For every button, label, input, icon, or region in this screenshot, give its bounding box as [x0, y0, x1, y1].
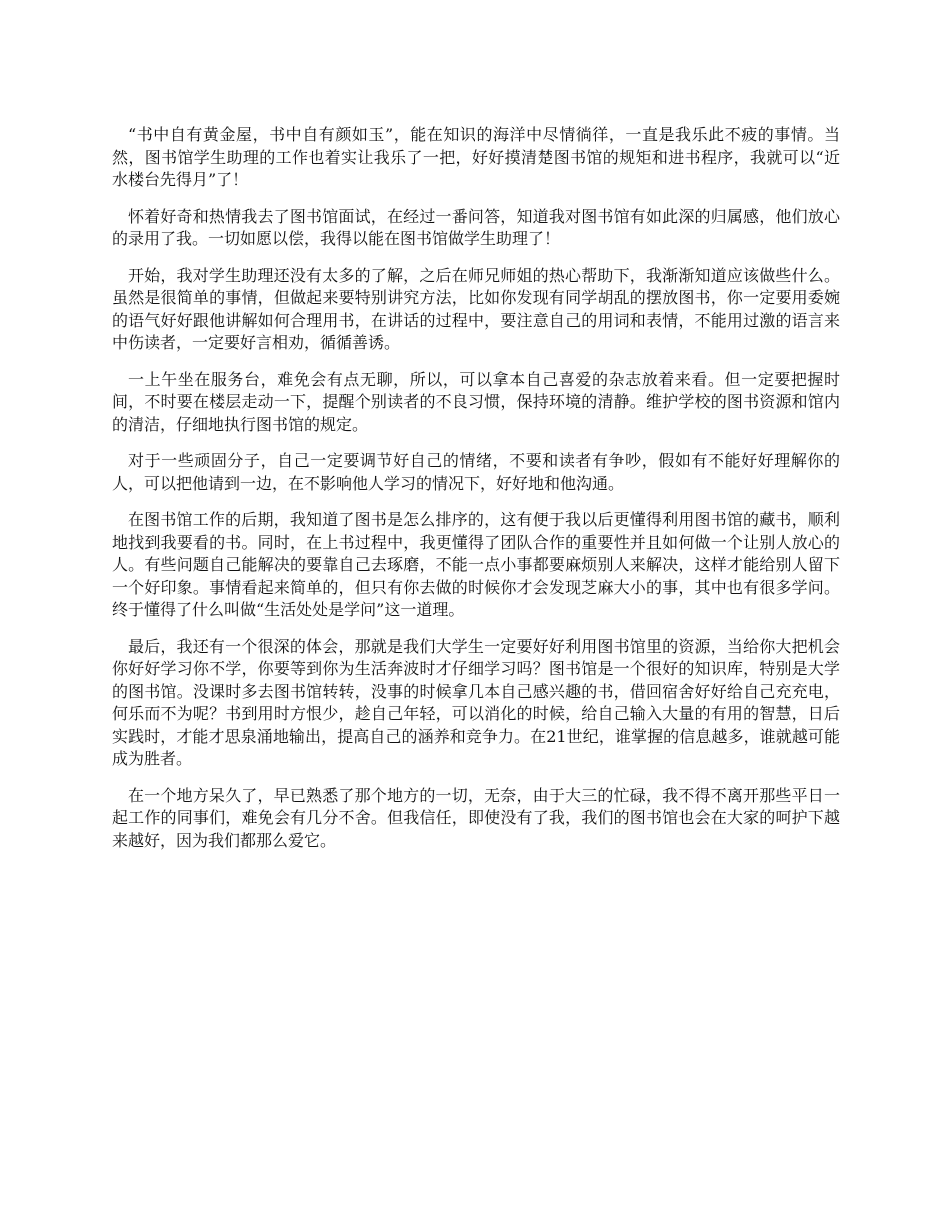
paragraph-8: 在一个地方呆久了，早已熟悉了那个地方的一切，无奈，由于大三的忙碌，我不得不离开那些平日一起工作的同事们，难免会有几分不舍。但我信任，即使没有了我，我们的图书馆也会在大家的呵护下越来越好，因为我们都那么爱它。 [112, 785, 840, 850]
paragraph-2: 怀着好奇和热情我去了图书馆面试，在经过一番问答，知道我对图书馆有如此深的归属感，他们放心的录用了我。一切如愿以偿，我得以能在图书馆做学生助理了！ [112, 206, 840, 248]
paragraph-3: 开始，我对学生助理还没有太多的了解，之后在师兄师姐的热心帮助下，我渐渐知道应该做些什么。虽然是很简单的事情，但做起来要特别讲究方法，比如你发现有同学胡乱的摆放图书，你一定要用委婉的语气好好跟他讲解如何合理用书，在讲话的过程中，要注意自己的用词和表情，不能用过激的语言来中伤读者，一定要好言相劝，循循善诱。 [112, 265, 840, 352]
document-page [112, 124, 840, 866]
paragraph-6: 在图书馆工作的后期，我知道了图书是怎么排序的，这有便于我以后更懂得利用图书馆的藏书，顺利地找到我要看的书。同时，在上书过程中，我更懂得了团队合作的重要性并且如何做一个让别人放心的人。有些问题自己能解决的要靠自己去琢磨，不能一点小事都要麻烦别人来解决，这样才能给别人留下一个好印象。事情看起来简单的，但只有你去做的时候你才会发现芝麻大小的事，其中也有很多学问。终于懂得了什么叫做“生活处处是学问”这一道理。 [112, 510, 840, 619]
paragraph-4: 一上午坐在服务台，难免会有点无聊，所以，可以拿本自己喜爱的杂志放着来看。但一定要把握时间，不时要在楼层走动一下，提醒个别读者的不良习惯，保持环境的清静。维护学校的图书资源和馆内的清洁，仔细地执行图书馆的规定。 [112, 369, 840, 434]
paragraph-5: 对于一些顽固分子，自己一定要调节好自己的情绪，不要和读者有争吵，假如有不能好好理解你的人，可以把他请到一边，在不影响他人学习的情况下，好好地和他沟通。 [112, 451, 840, 493]
paragraph-1: “书中自有黄金屋，书中自有颜如玉”，能在知识的海洋中尽情徜徉，一直是我乐此不疲的事情。当然，图书馆学生助理的工作也着实让我乐了一把，好好摸清楚图书馆的规矩和进书程序，我就可以“近水楼台先得月”了！ [112, 125, 840, 189]
paragraph-7: 最后，我还有一个很深的体会，那就是我们大学生一定要好好利用图书馆里的资源，当给你大把机会你好好学习你不学，你要等到你为生活奔波时才仔细学习吗？图书馆是一个很好的知识库，特别是大学的图书馆。没课时多去图书馆转转，没事的时候拿几本自己感兴趣的书，借回宿舍好好给自己充充电，何乐而不为呢？书到用时方恨少，趁自己年轻，可以消化的时候，给自己输入大量的有用的智慧，日后实践时，才能才思泉涌地输出，提高自己的涵养和竞争力。在21世纪，谁掌握的信息越多，谁就越可能成为胜者。 [112, 636, 840, 768]
